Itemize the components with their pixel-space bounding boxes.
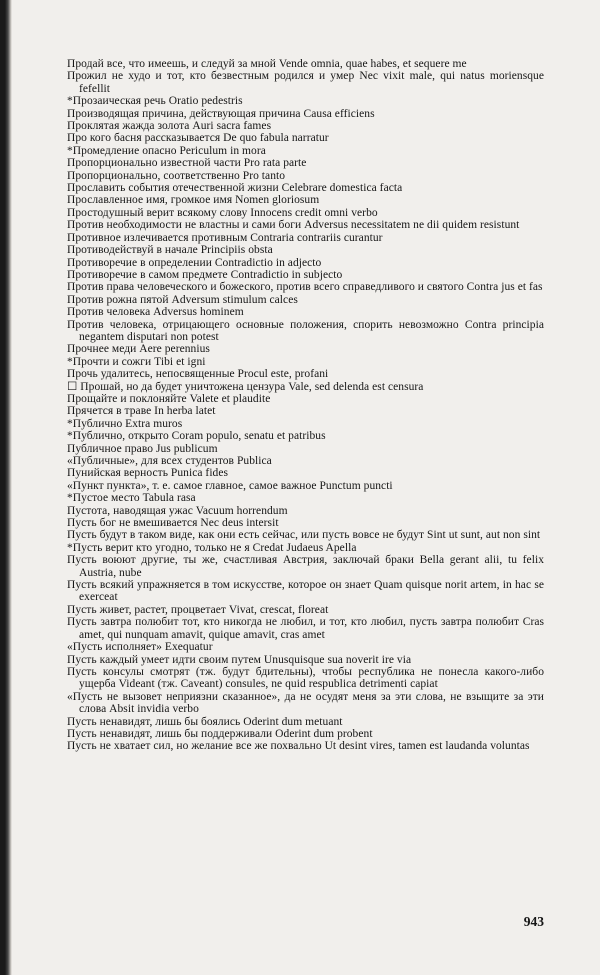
dictionary-entry: Прославить события отечественной жизни Celebrare domestica facta — [67, 182, 403, 195]
dictionary-entry: Производящая причина, действующая причина Causa efficiens — [67, 107, 375, 120]
dictionary-entry: *Промедление опасно Periculum in mora — [67, 144, 266, 157]
dictionary-entry: Пусть бог не вмешивается Nec deus intersit — [67, 517, 279, 530]
dictionary-entry: Пусть не хватает сил, но желание все же похвально Ut desint vires, tamen est laudanda voluntas — [67, 740, 530, 753]
dictionary-entry: Пусть всякий упражняется в том искусстве, которое он знает Quam quisque norit artem, in hac se exerceat — [67, 579, 544, 604]
dictionary-entry: Прочь удалитесь, непосвященные Procul este, profani — [67, 368, 329, 381]
dictionary-entry: *Прозаическая речь Oratio pedestris — [67, 95, 243, 108]
dictionary-entry: Продай все, что имеешь, и следуй за мной Vende omnia, quae habes, et sequere me — [67, 58, 467, 70]
dictionary-entry: Против человека Adversus hominem — [67, 306, 244, 319]
dictionary-entry: Пусть живет, растет, процветает Vivat, crescat, floreat — [67, 603, 329, 616]
dictionary-entry: *Публично Extra muros — [67, 417, 183, 430]
dictionary-entry: Прославленное имя, громкое имя Nomen gloriosum — [67, 194, 320, 207]
dictionary-entry: «Пусть не вызовет неприязни сказанное», да не осудят меня за эти слова, не взыщите за эти слова Absit invidia verbo — [67, 690, 544, 716]
dictionary-entry: Пропорционально известной части Pro rata parte — [67, 157, 307, 170]
dictionary-entry: Пусть ненавидят, лишь бы поддерживали Oderint dum probent — [67, 727, 373, 740]
dictionary-entry: *Публично, открыто Coram populo, senatu et patribus — [67, 430, 326, 443]
dictionary-entry: Про кого басня рассказывается De quo fabula narratur — [67, 132, 329, 145]
dictionary-entry: *Пустое место Tabula rasa — [67, 492, 196, 505]
dictionary-entry: Против человека, отрицающего основные положения, спорить невозможно Contra principia negantem disputari non potest — [67, 318, 544, 343]
dictionary-entry: ☐ Прошай, но да будет уничтожена цензура Vale, sed delenda est censura — [67, 380, 424, 393]
dictionary-entry: Простодушный верит всякому слову Innocens credit omni verbo — [67, 206, 378, 219]
dictionary-entry: Противодействуй в начале Principiis obsta — [67, 244, 273, 257]
dictionary-entry: Пунийская верность Punica fides — [67, 467, 229, 480]
dictionary-entry: Пусть каждый умеет идти своим путем Unusquisque sua noverit ire via — [67, 653, 412, 666]
dictionary-entry: Против рожна пятой Adversum stimulum calces — [67, 293, 298, 306]
dictionary-entry: Публичное право Jus publicum — [67, 442, 218, 455]
dictionary-entry: Пропорционально, соответственно Pro tanto — [67, 169, 286, 182]
dictionary-entry: Против права человеческого и божеского, против всего справедливого и святого Contra jus et fas — [67, 281, 543, 294]
dictionary-entry: *Пусть верит кто угодно, только не я Credat Judaeus Apella — [67, 541, 357, 554]
book-binding-edge — [0, 0, 12, 975]
dictionary-entry: Противоречие в определении Contradictio in adjecto — [67, 256, 322, 269]
dictionary-entry: Проклятая жажда золота Auri sacra fames — [67, 120, 272, 133]
dictionary-entry: *Прочти и сожги Tibi et igni — [67, 355, 206, 368]
dictionary-entry: Пусть воюют другие, ты же, счастливая Австрия, заключай браки Bella gerant alii, tu felix Austria, nube — [67, 554, 544, 579]
dictionary-entry: Прячется в траве In herba latet — [67, 405, 216, 418]
dictionary-entry: Пусть завтра полюбит тот, кто никогда не любил, и тот, кто любил, пусть завтра полюбит Cras amet, qui nunquam amavit, quique amavit, cras amet — [67, 616, 544, 641]
entry-list — [67, 58, 544, 753]
page-number: 943 — [523, 914, 544, 929]
dictionary-entry: Пусть консулы смотрят (тж. будут бдительны), чтобы республика не понесла какого-либо ущерба Videant (тж. Caveant) consules, ne quid respublica detrimenti capiat — [67, 665, 544, 691]
dictionary-entry: «Публичные», для всех студентов Publica — [67, 455, 272, 467]
dictionary-entry: Против необходимости не властны и сами боги Adversus necessitatem ne dii quidem resistunt — [67, 219, 520, 232]
dictionary-entry: Пусть ненавидят, лишь бы боялись Oderint dum metuant — [67, 715, 343, 728]
dictionary-entry: Прочнее меди Aere perennius — [67, 343, 210, 356]
dictionary-entry: Противное излечивается противным Contraria contrariis curantur — [67, 231, 383, 244]
dictionary-entry: Противоречие в самом предмете Contradictio in subjecto — [67, 268, 343, 281]
dictionary-entry: Пустота, наводящая ужас Vacuum horrendum — [67, 504, 288, 517]
dictionary-entry: «Пункт пункта», т. е. самое главное, самое важное Punctum puncti — [67, 479, 393, 492]
dictionary-entry: «Пусть исполняет» Exequatur — [67, 641, 213, 654]
dictionary-entry: Прожил не худо и тот, кто безвестным родился и умер Nec vixit male, qui natus moriensque fefellit — [67, 70, 544, 95]
dictionary-entry: Пусть будут в таком виде, как они есть сейчас, или пусть вовсе не будут Sint ut sunt, aut non sint — [67, 529, 541, 542]
dictionary-entry: Прощайте и поклоняйте Valete et plaudite — [67, 392, 271, 405]
